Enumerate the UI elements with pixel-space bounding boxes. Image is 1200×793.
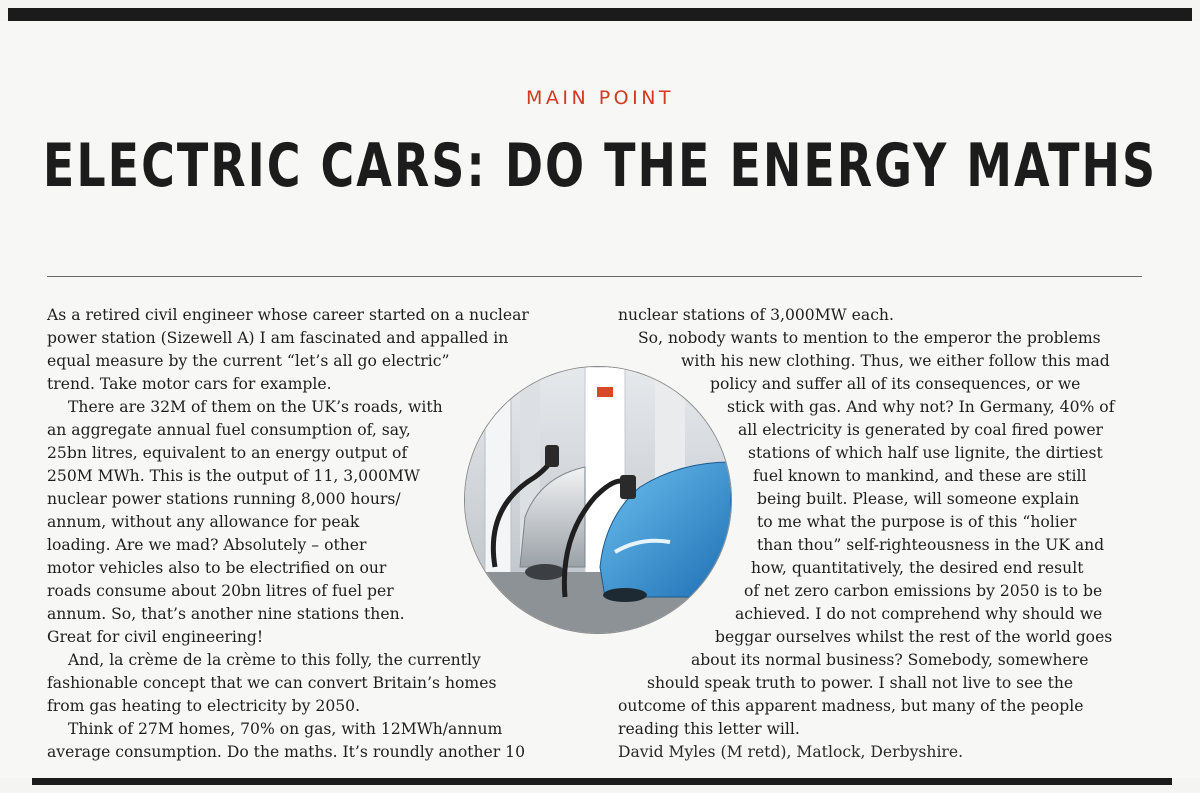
text-line: annum, without any allowance for peak	[47, 513, 360, 531]
top-border-bar	[8, 8, 1192, 21]
text-line: power station (Sizewell A) I am fascinated and appalled in	[47, 329, 509, 347]
text-line: reading this letter will.	[618, 720, 800, 738]
text-line: than thou” self-righteousness in the UK and	[757, 536, 1105, 554]
text-line: to me what the purpose is of this “holier	[757, 513, 1077, 531]
text-line: Great for civil engineering!	[47, 628, 264, 646]
text-line: As a retired civil engineer whose career started on a nuclear	[47, 306, 529, 324]
text-line: about its normal business? Somebody, somewhere	[691, 651, 1089, 669]
text-line: being built. Please, will someone explain	[757, 490, 1080, 508]
text-line: And, la crème de la crème to this folly, the currently	[68, 651, 481, 669]
electric-car-illustration	[465, 367, 731, 633]
bottom-border-bar	[32, 778, 1172, 785]
text-line: an aggregate annual fuel consumption of, say,	[47, 421, 411, 439]
text-line: outcome of this apparent madness, but many of the people	[618, 697, 1084, 715]
text-line: loading. Are we mad? Absolutely – other	[47, 536, 367, 554]
text-line: 250M MWh. This is the output of 11, 3,000MW	[47, 467, 420, 485]
text-line: nuclear stations of 3,000MW each.	[618, 306, 894, 324]
text-line: fashionable concept that we can convert Britain’s homes	[47, 674, 497, 692]
text-line: trend. Take motor cars for example.	[47, 375, 332, 393]
text-line: annum. So, that’s another nine stations then.	[47, 605, 405, 623]
text-line: nuclear power stations running 8,000 hours/	[47, 490, 401, 508]
text-line: of net zero carbon emissions by 2050 is to be	[744, 582, 1103, 600]
text-line: stick with gas. And why not? In Germany, 40% of	[727, 398, 1115, 416]
electric-car-photo	[465, 367, 731, 633]
text-line: motor vehicles also to be electrified on our	[47, 559, 387, 577]
text-line: So, nobody wants to mention to the emperor the problems	[638, 329, 1101, 347]
text-line: should speak truth to power. I shall not live to see the	[647, 674, 1074, 692]
text-line: with his new clothing. Thus, we either follow this mad	[681, 352, 1110, 370]
text-line: stations of which half use lignite, the dirtiest	[748, 444, 1103, 462]
headline-divider	[47, 276, 1142, 277]
text-line: average consumption. Do the maths. It’s roundly another 10	[47, 743, 526, 761]
text-line: Think of 27M homes, 70% on gas, with 12MWh/annum	[68, 720, 503, 738]
text-line: beggar ourselves whilst the rest of the world goes	[715, 628, 1113, 646]
article-headline: ELECTRIC CARS: DO THE ENERGY MATHS	[42, 130, 1158, 201]
text-line: all electricity is generated by coal fired power	[738, 421, 1104, 439]
text-line: how, quantitatively, the desired end result	[751, 559, 1084, 577]
text-line: fuel known to mankind, and these are still	[753, 467, 1087, 485]
text-line: policy and suffer all of its consequences, or we	[710, 375, 1081, 393]
author-signature: David Myles (M retd), Matlock, Derbyshire.	[618, 743, 964, 761]
text-line: roads consume about 20bn litres of fuel per	[47, 582, 394, 600]
text-line: from gas heating to electricity by 2050.	[47, 697, 361, 715]
text-line: equal measure by the current “let’s all go electric”	[47, 352, 450, 370]
text-line: There are 32M of them on the UK’s roads, with	[68, 398, 443, 416]
section-kicker: MAIN POINT	[525, 87, 675, 109]
text-line: 25bn litres, equivalent to an energy output of	[47, 444, 408, 462]
text-line: achieved. I do not comprehend why should we	[735, 605, 1103, 623]
